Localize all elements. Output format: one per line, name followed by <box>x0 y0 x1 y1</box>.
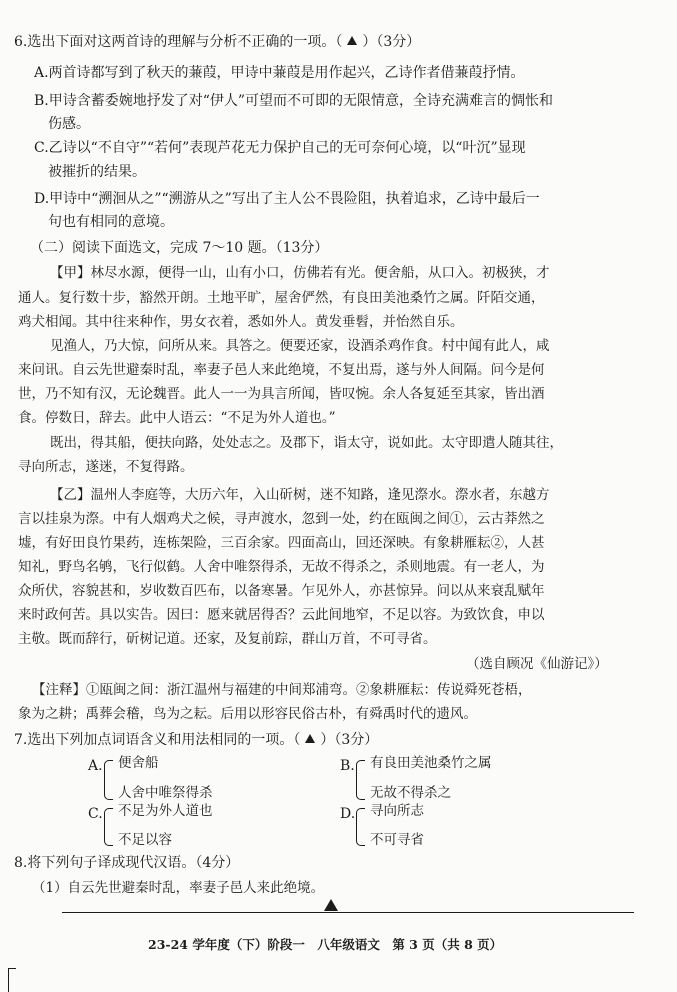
notes-line2: 象为之耕；禹葬会稽，鸟为之耘。后用以形容民俗古朴，有舜禹时代的遗风。 <box>18 706 477 722</box>
passage-jia-line: 食。停数日，辞去。此中人语云：“不足为外人道也。” <box>18 410 336 426</box>
q6-option-d-line2: 句也有相同的意境。 <box>48 214 174 230</box>
q7-option-b-brace <box>356 760 365 800</box>
passage-yi-line: 众所伏，容貌甚和，岁收数百匹布，以备寒暑。乍见外人，亦甚惊异。问以从来衰乱赋年 <box>18 583 545 599</box>
notes-line1: 【注释】①瓯闽之间：浙江温州与福建的中间郑浦弯。②象耕雁耘：传说舜死苍梧， <box>32 682 532 698</box>
q6-stem-line <box>14 32 420 52</box>
answer-area-divider <box>62 912 634 913</box>
q7-option-a-item1: 便舍船 <box>118 755 159 771</box>
q7-option-c-item1: 不足为外人道也 <box>118 803 213 819</box>
q6-stem-tail: ）（3分） <box>362 34 421 50</box>
q6-option-c-line1: C.乙诗以“不自守”“若何”表现芦花无力保护自己的无可奈何心境，以“叶沉”显现 <box>34 140 526 156</box>
q7-stem-line <box>14 730 378 750</box>
q8-item1: （1）自云先世避秦时乱，率妻子邑人来此绝境。 <box>32 880 325 896</box>
scan-edge-mark <box>8 968 16 969</box>
q6-option-d-line1: D.甲诗中“溯洄从之”“溯游从之”写出了主人公不畏险阻，执着追求，乙诗中最后一 <box>34 191 540 207</box>
passage-yi-line: 【乙】温州人李庭等，大历六年，入山斫树，迷不知路，逢见漈水。漈水者，东越方 <box>50 487 550 503</box>
q7-option-a-brace <box>104 760 113 800</box>
q7-option-c-label: C. <box>88 806 103 822</box>
q6-option-c-line2: 被摧折的结果。 <box>48 164 146 180</box>
triangle-marker-icon <box>347 36 357 45</box>
q7-option-b-label: B. <box>340 758 355 774</box>
passage-source: （选自顾况《仙游记》） <box>466 656 608 672</box>
answer-blank-marker <box>342 32 362 52</box>
section-heading: （二）阅读下面选文，完成 7～10 题。（13分） <box>30 240 329 256</box>
passage-jia-line: 世，乃不知有汉，无论魏晋。此人一一为具言所闻，皆叹惋。余人各复延至其家，皆出酒 <box>18 386 545 402</box>
q6-stem: 6.选出下面对这两首诗的理解与分析不正确的一项。（ <box>14 34 343 50</box>
passage-jia-line: 既出，得其船，便扶向路，处处志之。及郡下，诣太守，说如此。太守即遣人随其往， <box>50 435 563 451</box>
passage-yi-line: 言以挂泉为漈。中有人烟鸡犬之候，寻声渡水，忽到一处，约在瓯闽之间①，云古莽然之 <box>18 511 545 527</box>
q7-option-c-brace <box>104 808 113 846</box>
passage-jia-line: 【甲】林尽水源，便得一山，山有小口，仿佛若有光。便舍船，从口入。初极狭，才 <box>50 265 550 281</box>
passage-jia-line: 通人。复行数十步，豁然开朗。土地平旷，屋舍俨然，有良田美池桑竹之属。阡陌交通， <box>18 290 545 306</box>
q7-option-b-item2: 无故不得杀之 <box>370 785 451 801</box>
q7-option-d-brace <box>356 808 365 846</box>
passage-yi-line: 墟，有好田良竹果药，连栋架险，三百余家。四面高山，回还深映。有象耕雁耘②，人甚 <box>18 535 545 551</box>
triangle-marker-icon <box>324 899 338 911</box>
q7-option-c-item2: 不足以容 <box>118 832 172 848</box>
page-footer: 23-24 学年度（下）阶段一 八年级语文 第 3 页（共 8 页） <box>148 937 503 952</box>
passage-jia-line: 来问讯。自云先世避秦时乱，率妻子邑人来此绝境，不复出焉，遂与外人间隔。问今是何 <box>18 362 545 378</box>
q6-option-b-line1: B.甲诗含蓄委婉地抒发了对“伊人”可望而不可即的无限情意，全诗充满难言的惆怅和 <box>34 93 554 109</box>
scan-edge-mark <box>8 968 9 992</box>
passage-jia-line: 见渔人，乃大惊，问所从来。具答之。便要还家，设酒杀鸡作食。村中闻有此人，咸 <box>50 338 550 354</box>
q7-option-a-label: A. <box>88 758 103 774</box>
triangle-marker-icon <box>305 734 315 743</box>
q7-stem-tail: ）（3分） <box>320 732 379 748</box>
passage-jia-line: 鸡犬相闻。其中往来种作，男女衣着，悉如外人。黄发垂髫，并怡然自乐。 <box>18 314 464 330</box>
q7-option-d-item2: 不可寻省 <box>370 832 424 848</box>
passage-yi-line: 主敬。既而辞行，斫树记道。还家，及复前踪，群山万首，不可寻省。 <box>18 631 437 647</box>
q7-option-a-item2: 人舍中唯祭得杀 <box>118 785 213 801</box>
q6-option-a: A.两首诗都写到了秋天的蒹葭，甲诗中蒹葭是用作起兴，乙诗作者借蒹葭抒情。 <box>34 65 525 81</box>
passage-yi-line: 来时政何苦。具以实告。因曰：愿来就居得否？云此间地窄，不足以容。为致饮食，申以 <box>18 607 545 623</box>
q7-stem: 7.选出下列加点词语含义和用法相同的一项。（ <box>14 732 301 748</box>
q7-option-d-item1: 寻向所志 <box>370 803 424 819</box>
q8-stem: 8.将下列句子译成现代汉语。（4分） <box>14 855 240 871</box>
q6-option-b-line2: 伤感。 <box>48 116 90 132</box>
answer-blank-marker <box>300 730 320 750</box>
passage-jia-line: 寻向所志，遂迷，不复得路。 <box>18 459 194 475</box>
q7-option-b-item1: 有良田美池桑竹之属 <box>370 755 492 771</box>
passage-yi-line: 知礼，野鸟名鸲，飞行似鹤。人舍中唯祭得杀，无故不得杀之，杀则地震。有一老人，为 <box>18 559 545 575</box>
q7-option-d-label: D. <box>340 806 356 822</box>
